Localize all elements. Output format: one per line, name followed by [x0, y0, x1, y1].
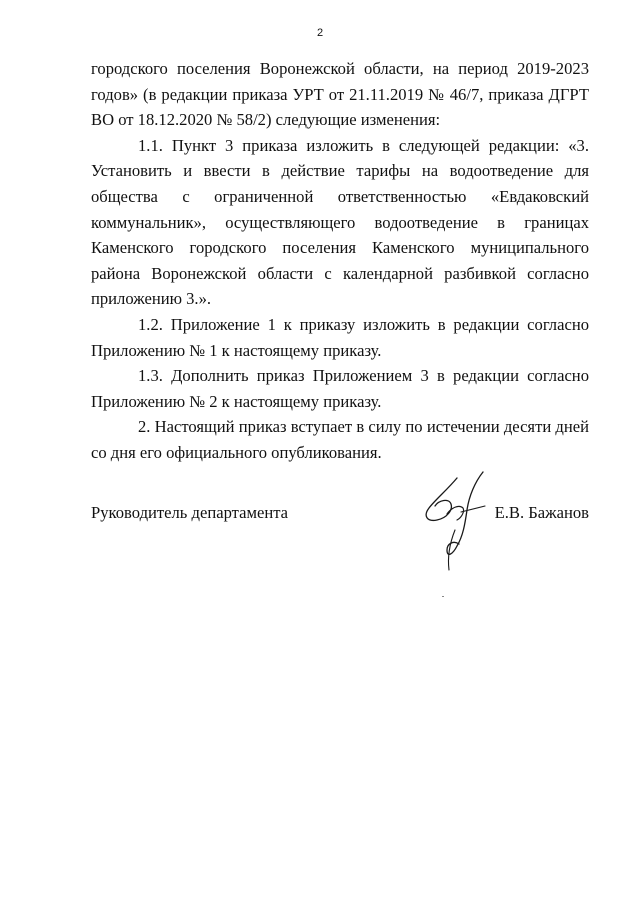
document-body: [91, 56, 589, 466]
signatory-name: Е.В. Бажанов: [494, 503, 589, 522]
paragraph-1-3: 1.3. Дополнить приказ Приложением 3 в редакции согласно Приложению № 2 к настоящему приказу.: [91, 366, 589, 411]
signature-block: [91, 500, 589, 590]
paragraph-1-1: 1.1. Пункт 3 приказа изложить в следующей редакции: «3. Установить и ввести в действие тарифы на водоотведение для общества с ограниченной ответственностью «Евдаковский коммунальник», осуществляющего водоотведение в границах Каменского городского поселения Каменского муниципального района Воронежской области с календарной разбивкой согласно приложению 3.».: [91, 135, 589, 309]
signatory-title: Руководитель департамента: [91, 503, 289, 522]
paragraph-intro: городского поселения Воронежской области, на период 2019-2023 годов» (в редакции приказа УРТ от 21.11.2019 № 46/7, приказа ДГРТ ВО от 18.12.2020 № 58/2) следующие изменения:: [91, 59, 589, 130]
scan-speck: [442, 596, 444, 597]
paragraph-2: 2. Настоящий приказ вступает в силу по истечении десяти дней со дня его официального опубликования.: [91, 417, 589, 462]
page-number: 2: [316, 27, 324, 39]
handwritten-signature: [417, 470, 497, 575]
paragraph-1-2: 1.2. Приложение 1 к приказу изложить в редакции согласно Приложению № 1 к настоящему приказу.: [91, 314, 589, 360]
